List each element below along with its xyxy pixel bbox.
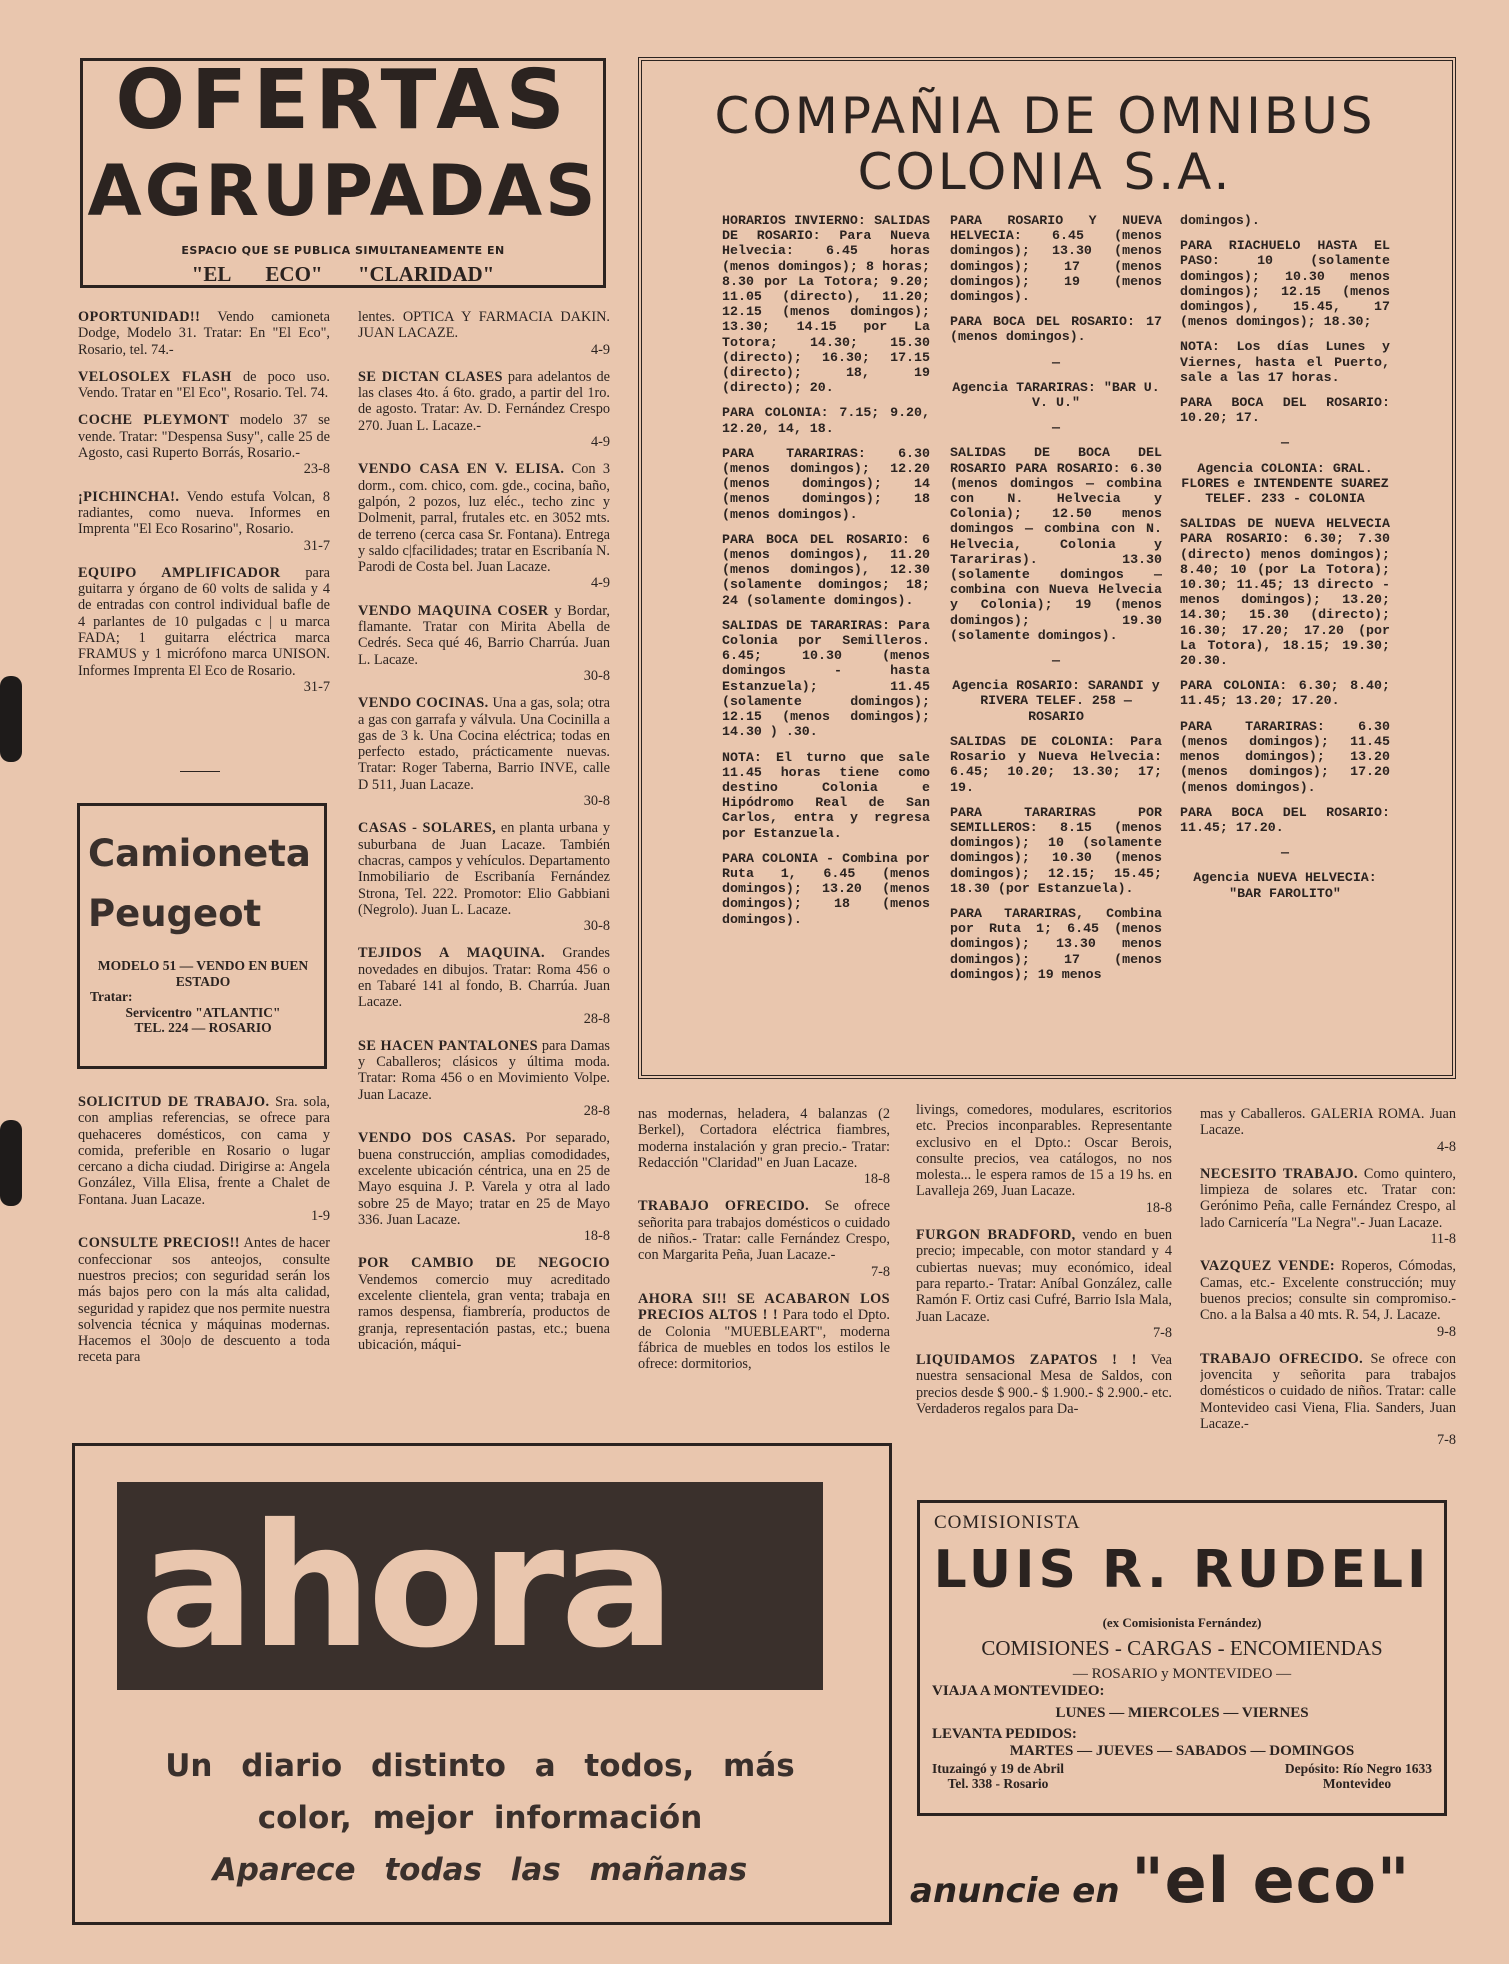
omnibus-schedule-entry: SALIDAS DE BOCA DEL ROSARIO PARA ROSARIO: 6.30 (menos domingos — combina con N. Helvecia y Colonia); 12.50 menos domingos — combina con N. Helvecia, Colonia y Tarariras). 13.30 (solamente domingos — combina con Nueva Helvecia y Colonia); 19 (menos domingos); 19.30 (solamente domingos).: [950, 445, 1162, 643]
classified-ad-date: 18-8: [1145, 1199, 1172, 1216]
ofertas-subtitle: ESPACIO QUE SE PUBLICA SIMULTANEAMENTE EN: [181, 244, 505, 257]
classified-ad-date: 9-8: [1436, 1323, 1456, 1340]
omnibus-column-1: [722, 213, 930, 1043]
rudeli-dep-1: Depósito: Río Negro 1633: [1284, 1761, 1432, 1776]
classified-ad: [78, 369, 330, 402]
rudeli-addr-2: Tel. 338 - Rosario: [947, 1776, 1049, 1791]
classified-ad: [916, 1227, 1172, 1341]
omnibus-schedule-entry: PARA TARARIRAS: 6.30 (menos domingos); 11.45 menos domingos); 13.20 (menos domingos); 17.20 (menos domingos).: [1180, 718, 1390, 795]
classifieds-column-1-lower: [78, 1094, 330, 1420]
classified-ad-text: Una a gas, sola; otra a gas con garrafa y válvula. Una Cocinilla a gas de 3 k. Una Cocina eléctrica; todas en perfecto estado, prácticamente nuevas. Tratar: Roger Taberna, Barrio INVE, calle D 511, Juan Lacaze.: [358, 695, 610, 793]
classified-ad-text: Se ofrece señorita para trabajos domésticos o cuidado de niños.- Tratar: calle Fernández Crespo, con Margarita Peña, Juan Lacaze.-: [638, 1198, 890, 1264]
classified-ad-date: 11-8: [1430, 1231, 1456, 1248]
classified-ad: [78, 309, 330, 358]
omnibus-title-line1: COMPAÑIA DE OMNIBUS: [714, 87, 1376, 145]
omnibus-schedule-entry: PARA TARARIRAS: 6.30 (menos domingos); 12.20 (menos domingos); 14 (menos domingos); 18 (menos domingos).: [722, 445, 930, 522]
omnibus-schedule-entry: PARA BOCA DEL ROSARIO: 6 (menos domingos), 11.20 (menos domingos), 12.30 (solamente domingos; 18; 24 (solamente domingos).: [722, 531, 930, 608]
el-eco-text: "el eco": [1131, 1844, 1411, 1917]
omnibus-schedule-entry: NOTA: Los días Lunes y Viernes, hasta el Puerto, sale a las 17 horas.: [1180, 339, 1390, 385]
classified-ad-text: Grandes novedades en dibujos. Tratar: Roma 456 o en Tabaré 141 al fondo, B. Charrúa. Juan Lacaze.: [358, 945, 610, 1011]
classified-ad-date: 30-8: [583, 793, 610, 810]
anuncie-en-el-eco: [910, 1844, 1470, 1917]
classified-ad: [916, 1352, 1172, 1417]
omnibus-schedule-entry: Agencia NUEVA HELVECIA: "BAR FAROLITO": [1193, 870, 1377, 901]
classified-ad-heading: SOLICITUD DE TRABAJO.: [78, 1094, 270, 1110]
classified-ad: [78, 489, 330, 554]
rudeli-address: [932, 1761, 1064, 1791]
classified-ad-heading: CONSULTE PRECIOS!!: [78, 1235, 240, 1252]
camioneta-tratar: Tratar:: [90, 989, 133, 1004]
classified-ad: [638, 1106, 890, 1187]
classified-ad-date: 31-7: [303, 537, 330, 554]
paper-claridad: "CLARIDAD": [357, 262, 495, 286]
rudeli-name: LUIS R. RUDELI: [933, 1540, 1431, 1600]
classifieds-column-5: [1200, 1106, 1456, 1476]
rudeli-viaja: VIAJA A MONTEVIDEO:: [932, 1683, 1105, 1699]
camioneta-model: MODELO 51 — VENDO EN BUEN ESTADO: [97, 958, 309, 989]
classified-ad: [358, 461, 610, 591]
classified-ad-text: en planta urbana y suburbana de Juan Lacaze. También chacras, campos y vehículos. Departamento Inmobiliario de Escribanía Fernández Strona, Tel. 222. Promotor: Elio Gabbiani (Negrolo). Juan L. Lacaze.: [358, 820, 610, 918]
classified-ad-date: 30-8: [583, 918, 610, 935]
omnibus-schedule-entry: PARA TARARIRAS, Combina por Ruta 1; 6.45 (menos domingos); 13.30 menos domingos); 17 (menos domingos); 19 menos: [950, 905, 1162, 982]
paper-el-eco: "EL ECO": [191, 262, 323, 286]
omnibus-schedule-entry: Agencia COLONIA: GRAL. FLORES e INTENDENTE SUAREZ TELEF. 233 - COLONIA: [1181, 460, 1389, 507]
omnibus-schedule-entry: PARA COLONIA: 7.15; 9.20, 12.20, 14, 18.: [722, 405, 930, 436]
rudeli-addr-1: Ituzaingó y 19 de Abril: [932, 1761, 1065, 1776]
ahora-tagline-2: color, mejor información: [257, 1800, 703, 1836]
rudeli-ex: (ex Comisionista Fernández): [1102, 1615, 1262, 1630]
classified-ad-heading: VENDO CASA EN V. ELISA.: [358, 461, 565, 478]
classified-ad-date: 4-9: [590, 434, 610, 451]
omnibus-schedule-entry: PARA TARARIRAS POR SEMILLEROS: 8.15 (menos domingos); 10 (solamente domingos); 10.30 (menos domingos); 12.15; 15.45; 18.30 (por Estanzuela).: [950, 804, 1162, 896]
classifieds-column-4: [916, 1102, 1172, 1432]
rudeli-route: — ROSARIO y MONTEVIDEO —: [1072, 1666, 1292, 1682]
classified-ad-heading: POR CAMBIO DE NEGOCIO: [358, 1255, 610, 1272]
classified-ad: [638, 1198, 890, 1279]
classified-ad-text: para guitarra y órgano de 60 volts de salida y 4 de entradas con control individual bafle de 4 parlantes de 10 pulgadas c | u marca FADA; 1 guitarra eléctrica marca FRAMUS y 1 micrófono marca UNISON. Informes Imprenta El Eco de Rosario.: [78, 564, 330, 679]
classified-ad: [1200, 1166, 1456, 1247]
classified-ad-heading: ¡PICHINCHA!.: [78, 488, 180, 505]
omnibus-schedule-entry: SALIDAS DE COLONIA: Para Rosario y Nueva Helvecia: 6.45; 10.20; 13.30; 17; 19.: [950, 733, 1162, 795]
omnibus-schedule-entry: SALIDAS DE NUEVA HELVECIA PARA ROSARIO: 6.30; 7.30 (directo) menos domingos); 8.40; 10 (por La Totora); 10.30; 11.45; 13 directo - menos domingos); 13.20; 14.30; 15.30 (directo); 16.30; 17.20; 17.20 (por La Totora), 18.15; 19.30; 20.30.: [1180, 516, 1390, 669]
classified-ad-heading: SE DICTAN CLASES: [358, 368, 503, 385]
classified-ad: [358, 695, 610, 809]
classified-ad: [358, 603, 610, 684]
classified-ad-heading: VENDO COCINAS.: [358, 695, 489, 712]
classified-ad: [78, 565, 330, 695]
ofertas-papers: [100, 262, 586, 287]
classified-ad-heading: VAZQUEZ VENDE:: [1200, 1258, 1336, 1275]
classified-ad-text: para adelantos de las clases 4to. á 6to. grado, a partir del 1ro. de agosto. Tratar: Av. D. Fernández Crespo 270. Juan L. Lacaze.-: [358, 368, 610, 434]
classified-ad-heading: VENDO DOS CASAS.: [358, 1130, 516, 1147]
classified-ad: [78, 412, 330, 477]
omnibus-schedule-entry: PARA ROSARIO Y NUEVA HELVECIA: 6.45 (menos domingos); 13.30 (menos domingos); 17 (menos domingos); 19 (menos domingos).: [950, 213, 1162, 305]
omnibus-schedule-entry: —: [1052, 354, 1060, 370]
classified-ad-date: 31-7: [303, 678, 330, 695]
classified-ad: [78, 1094, 330, 1224]
classified-ad-text: Por separado, buena construcción, amplias comodidades, excelente ubicación céntrica, una en 25 de Mayo esquina J. P. Varela y otra al lado sobre 25 de Mayo; tratar en 25 de Mayo 336. Juan Lacaze.: [358, 1130, 610, 1228]
classified-ad-heading: NECESITO TRABAJO.: [1200, 1165, 1358, 1182]
camioneta-where: Servicentro "ATLANTIC": [125, 1004, 281, 1020]
classified-ad: [358, 945, 610, 1026]
punch-hole: [0, 676, 22, 762]
ahora-tagline-3: Aparece todas las mañanas: [212, 1852, 748, 1888]
classified-ad-text: vendo en buen precio; impecable, con motor standard y 4 cubiertas nuevas; muy económico, ideal para reparto.- Tratar: Aníbal González, calle Ramón F. Ortiz casi Cufré, Barrio Isla Mala, Juan Lacaze.: [916, 1227, 1172, 1325]
omnibus-title: [660, 88, 1430, 200]
classified-ad-date: 4-9: [590, 575, 610, 592]
classified-ad-heading: VENDO MAQUINA COSER: [358, 602, 549, 619]
classified-ad-heading: TRABAJO OFRECIDO.: [1200, 1350, 1364, 1367]
rudeli-deposit: [1222, 1761, 1432, 1791]
omnibus-schedule-entry: —: [1052, 653, 1060, 669]
classified-ad-text: Se ofrece con jovencita y señorita para trabajos domésticos o cuidado de niños. Tratar: calle Montevideo casi Viena, Flia. Sanders, Juan Lacaze.-: [1200, 1350, 1456, 1433]
classified-ad-heading: EQUIPO AMPLIFICADOR: [78, 564, 281, 581]
classified-ad-heading: VELOSOLEX FLASH: [78, 368, 232, 385]
classified-ad-text: Con 3 dorm., com. chico, com. gde., cocina, baño, galpón, 2 pozos, luz eléc., techo zinc y Dolmenit, parral, frutales etc. en 3052 mts. de terreno (cerca casa Sr. Fontana). Entrega y saldo c|facilidades; tratar en Escribanía N. Parodi de Costa bel. Juan Lacaze.: [358, 461, 610, 576]
classified-ad-date: 28-8: [583, 1010, 610, 1027]
classified-ad-text: Vea nuestra sensacional Mesa de Saldos, con precios desde $ 900.- $ 1.900.- $ 2.900.- etc. Verdaderos regalos para Da-: [916, 1352, 1172, 1418]
rudeli-comisionista: COMISIONISTA: [934, 1512, 1081, 1533]
classifieds-column-1: [78, 309, 330, 779]
classified-ad-date: 18-8: [583, 1228, 610, 1245]
classified-ad-text: Vendo estufa Volcan, 8 radiantes, como nueva. Informes en Imprenta "El Eco Rosarino", Rosario.: [78, 488, 330, 538]
classified-ad-text: Vendemos comercio muy acreditado excelente clientela, gran venta; trabaja en ramos despensa, fiambrería, productos de granja, representación pastas, etc.; buena ubicación, máqui-: [358, 1271, 610, 1353]
classifieds-column-2: [358, 309, 610, 1417]
classified-ad: [358, 1038, 610, 1119]
omnibus-schedule-entry: SALIDAS DE TARARIRAS: Para Colonia por Semilleros. 6.45; 10.30 (menos domingos - hasta Estanzuela); 11.45 (solamente domingos); 12.15 (menos domingos); 14.30 ) .30.: [722, 617, 930, 740]
classifieds-column-3: [638, 1106, 890, 1426]
omnibus-column-2: [950, 213, 1162, 1043]
classified-ad-heading: AHORA SI!! SE ACABARON LOS PRECIOS ALTOS ! !: [638, 1290, 890, 1324]
classified-ad: [358, 1130, 610, 1244]
camioneta-details: [90, 958, 316, 1036]
omnibus-schedule-entry: domingos).: [1180, 213, 1260, 228]
classified-ad-date: 4-9: [590, 341, 610, 358]
classified-ad-date: 1-9: [310, 1208, 330, 1225]
anuncie-text: anuncie en: [910, 1871, 1120, 1911]
omnibus-schedule-entry: NOTA: El turno que sale 11.45 horas tiene como destino Colonia e Hipódromo Real de San Carlos, entra y regresa por Estanzuela.: [722, 749, 930, 841]
classified-ad-text: y Bordar, flamante. Tratar con Mirita Abella de Cedrés. Seca qué 46, Barrio Charrúa. Juan L. Lacaze.: [358, 602, 610, 668]
classified-ad-heading: SE HACEN PANTALONES: [358, 1037, 538, 1054]
classified-ad-heading: OPORTUNIDAD!!: [78, 309, 201, 325]
omnibus-title-line2: COLONIA S.A.: [857, 143, 1233, 201]
classified-ad-date: 30-8: [583, 667, 610, 684]
omnibus-schedule-entry: HORARIOS INVIERNO: SALIDAS DE ROSARIO: Para Nueva Helvecia: 6.45 horas (menos domingos); 8 horas; 8.30 por La Totora; 9.20; 11.05 (directo), 11.20; 12.15 (menos domingos); 13.30; 14.15 por La Totora; 14.30; 15.30 (directo); 16.30; 17.15 (directo); 18, 19 (directo); 20.: [722, 213, 930, 396]
classified-ad-heading: LIQUIDAMOS ZAPATOS ! !: [916, 1352, 1137, 1369]
classified-ad-text: livings, comedores, modulares, escritorios etc. Precios inconparables. Representante exclusivo en el Dpto.: Oscar Berois, consulte precios, vea catálogos, no nos molesta... le espera ramos de 15 a 19 hs. en Lavalleja 269, Juan Lacaze.: [916, 1102, 1172, 1200]
omnibus-schedule-entry: PARA COLONIA: 6.30; 8.40; 11.45; 13.20; 17.20.: [1180, 678, 1390, 709]
omnibus-schedule-entry: —: [1281, 435, 1289, 451]
classified-ad-date: 4-8: [1436, 1138, 1456, 1155]
classified-ad-text: modelo 37 se vende. Tratar: "Despensa Susy", calle 25 de Agosto, casi Ruperto Borrás, Rosario.-: [78, 412, 330, 462]
ahora-tagline-1: Un diario distinto a todos, más: [165, 1748, 795, 1784]
classified-ad-text: mas y Caballeros. GALERIA ROMA. Juan Lacaze.: [1200, 1106, 1456, 1139]
classified-ad: [358, 820, 610, 934]
classified-ad: [358, 369, 610, 450]
classified-ad-heading: COCHE PLEYMONT: [78, 412, 230, 429]
classified-ad-heading: FURGON BRADFORD,: [916, 1227, 1076, 1244]
rudeli-services: COMISIONES - CARGAS - ENCOMIENDAS: [981, 1636, 1383, 1660]
omnibus-column-3: [1180, 213, 1390, 1043]
omnibus-schedule-entry: PARA RIACHUELO HASTA EL PASO: 10 (solamente domingos); 10.30 menos domingos); 12.15 (menos domingos), 15.45, 17 (menos domingos); 18.30;: [1180, 238, 1390, 330]
classified-ad-date: 7-8: [1152, 1324, 1172, 1341]
classified-ad-date: 23-8: [303, 461, 330, 478]
classified-ad-date: 7-8: [870, 1263, 890, 1280]
classified-ad-text: de poco uso. Vendo. Tratar en "El Eco", Rosario. Tel. 74.: [78, 368, 330, 402]
classified-ad-text: lentes. OPTICA Y FARMACIA DAKIN. JUAN LACAZE.: [358, 309, 610, 342]
classified-ad: [358, 1255, 610, 1353]
rudeli-dep-2: Montevideo: [1322, 1776, 1392, 1791]
classified-ad: [916, 1102, 1172, 1216]
punch-hole: [0, 1120, 22, 1206]
ahora-logo: ahora: [140, 1488, 672, 1686]
rudeli-days-1: LUNES — MIERCOLES — VIERNES: [1055, 1705, 1309, 1721]
classified-ad-text: Antes de hacer confeccionar sos anteojos, consulte nuestros precios; con seguridad serán los más bajos pero con la más alta calidad, seguridad y rapidez que nos permite nuestra solvencia técnica y máquinas modernas. Hacemos el 30o|o de descuento a toda receta para: [78, 1235, 330, 1366]
rudeli-days-2: MARTES — JUEVES — SABADOS — DOMINGOS: [1009, 1743, 1355, 1759]
peugeot-title: Peugeot: [88, 892, 262, 935]
classified-ad: [1200, 1106, 1456, 1155]
camioneta-tel: TEL. 224 — ROSARIO: [134, 1020, 272, 1035]
column-divider: [180, 771, 220, 772]
rudeli-levanta: LEVANTA PEDIDOS:: [932, 1726, 1077, 1742]
classified-ad: [1200, 1351, 1456, 1449]
classified-ad-text: Como quintero, limpieza de solares etc. Tratar con: Gerónimo Peña, calle Fernández Crespo, al lado Carnicería "La Negra".- Juan Lacaze.: [1200, 1165, 1456, 1231]
agrupadas-title: AGRUPADAS: [87, 150, 599, 232]
omnibus-schedule-entry: —: [1052, 420, 1060, 436]
omnibus-schedule-entry: —: [1281, 845, 1289, 861]
omnibus-schedule-entry: PARA BOCA DEL ROSARIO: 10.20; 17.: [1180, 395, 1390, 426]
omnibus-schedule-entry: PARA BOCA DEL ROSARIO: 11.45; 17.20.: [1180, 804, 1390, 835]
ofertas-title: OFERTAS: [115, 53, 571, 148]
omnibus-schedule-entry: PARA BOCA DEL ROSARIO: 17 (menos domingos).: [950, 314, 1162, 345]
omnibus-schedule-entry: Agencia ROSARIO: SARANDI y RIVERA TELEF. 258 — ROSARIO: [952, 678, 1160, 724]
omnibus-schedule-entry: Agencia TARARIRAS: "BAR U. V. U.": [952, 379, 1160, 411]
classified-ad: [1200, 1258, 1456, 1339]
classified-ad: [638, 1291, 890, 1372]
omnibus-schedule-entry: PARA COLONIA - Combina por Ruta 1, 6.45 (menos domingos); 13.20 (menos domingos); 18 (menos domingos).: [722, 850, 930, 927]
classified-ad-date: 18-8: [863, 1171, 890, 1188]
classified-ad-date: 7-8: [1436, 1432, 1456, 1449]
classified-ad-heading: TEJIDOS A MAQUINA.: [358, 945, 545, 962]
classified-ad-date: 28-8: [583, 1103, 610, 1120]
classified-ad-text: para Damas y Caballeros; clásicos y última moda. Tratar: Roma 456 o en Movimiento Volpe. Juan Lacaze.: [358, 1037, 610, 1103]
classified-ad-heading: TRABAJO OFRECIDO.: [638, 1198, 810, 1215]
classified-ad-text: Vendo camioneta Dodge, Modelo 31. Tratar: En "El Eco", Rosario, tel. 74.-: [78, 309, 330, 358]
classified-ad-text: Para todo el Dpto. de Colonia "MUEBLEART", moderna fábrica de muebles en todos los estilos le ofrece: dormitorios,: [638, 1307, 890, 1373]
classified-ad-text: nas modernas, heladera, 4 balanzas (2 Berkel), Cortadora eléctrica fiambres, moderna instalación y gran precio.- Tratar: Redacción "Claridad" en Juan Lacaze.: [638, 1106, 890, 1171]
classified-ad: [358, 309, 610, 358]
camioneta-title: Camioneta: [88, 832, 311, 875]
classified-ad-text: Roperos, Cómodas, Camas, etc.- Excelente construcción; muy buenos precios; consulte sin compromiso.- Cno. a la Balsa a 40 mts. R. 54, J. Lacaze.: [1200, 1258, 1456, 1324]
classified-ad-heading: CASAS - SOLARES,: [358, 820, 497, 837]
classified-ad-text: Sra. sola, con amplias referencias, se ofrece para quehaceres domésticos, con cama y comida, preferible en Rosario o lugar cercano a dicha ciudad. Dirigirse a: Angela González, Villa Elisa, frente a Chalet de Fontana. Juan Lacaze.: [78, 1094, 330, 1208]
classified-ad: [78, 1235, 330, 1365]
